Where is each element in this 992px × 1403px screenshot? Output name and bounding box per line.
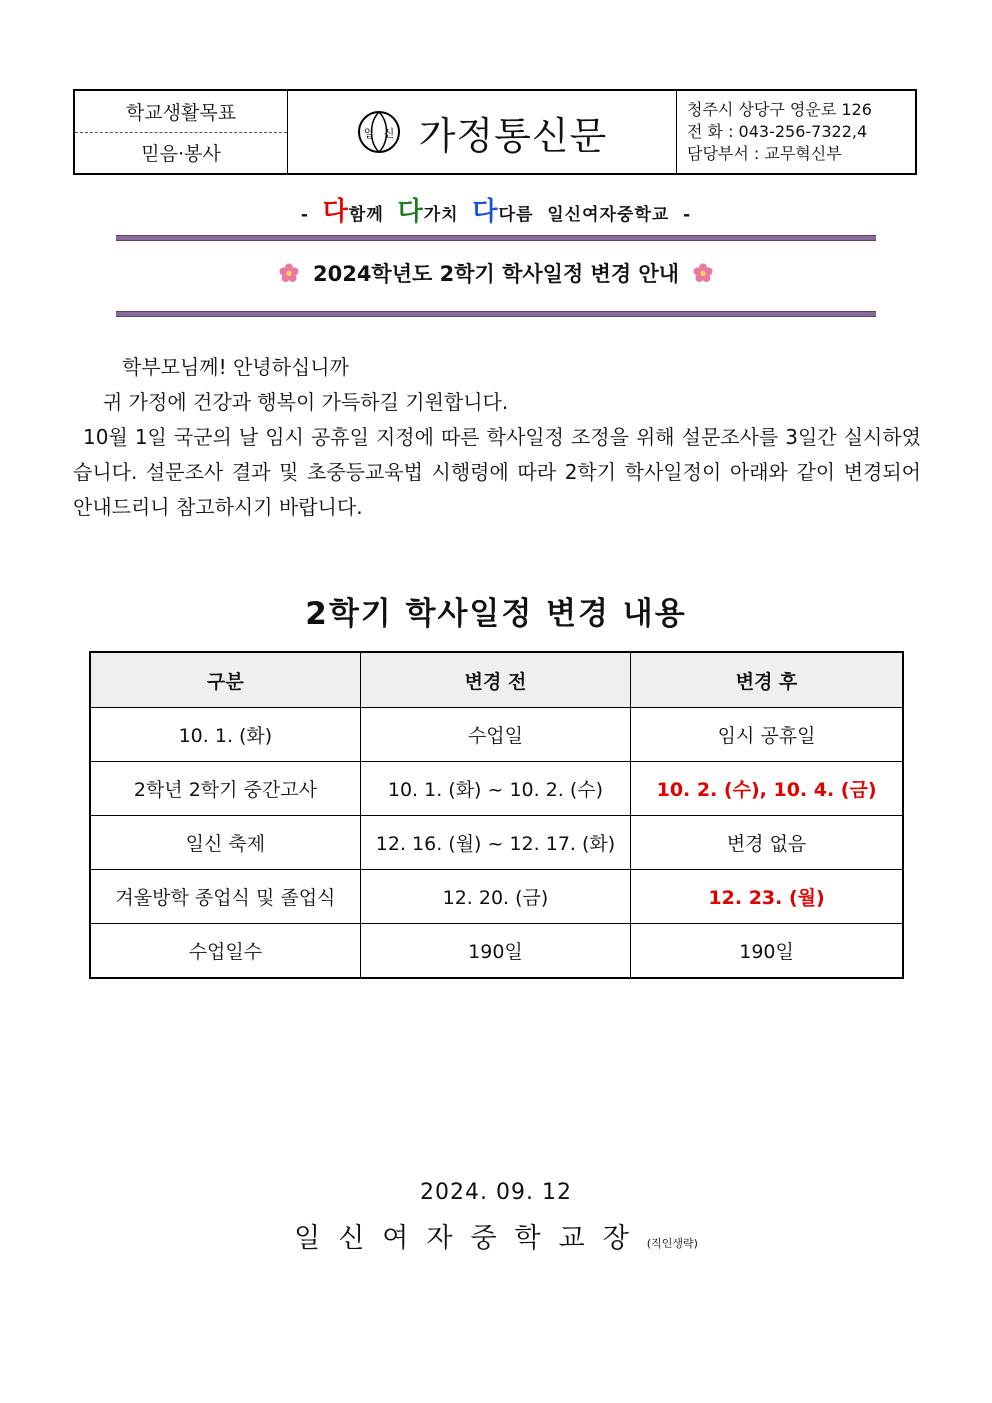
school-logo-icon	[357, 110, 401, 154]
table-row	[90, 708, 903, 762]
motto-dash-right: -	[683, 205, 692, 225]
logo-char-2: 신	[383, 127, 395, 140]
cell-after: 변경 없음	[631, 816, 903, 870]
flower-icon	[279, 263, 299, 283]
table-header-row	[90, 652, 903, 708]
address: 청주시 상당구 영운로 126	[687, 100, 872, 119]
cell-after: 임시 공휴일	[631, 708, 903, 762]
cell-before: 190일	[360, 924, 630, 979]
contact-info	[677, 91, 915, 173]
header-after: 변경 후	[631, 652, 903, 708]
issue-date: 2024. 09. 12	[420, 1180, 572, 1205]
signer-name: 일신여자중학교장	[294, 1223, 647, 1254]
table-row	[90, 762, 903, 816]
table-row	[90, 924, 903, 979]
newsletter-title: 가정통신문	[418, 113, 608, 158]
motto-school: 일신여자중학교	[547, 205, 670, 225]
newsletter-title-area	[288, 91, 677, 173]
greeting: 학부모님께! 안녕하십니까	[122, 355, 349, 379]
cell-category: 겨울방학 종업식 및 졸업식	[90, 870, 360, 924]
seal-note: (직인생략)	[646, 1237, 698, 1250]
cell-after-changed: 12. 23. (월)	[631, 870, 903, 924]
wish-text: 귀 가정에 건강과 행복이 가득하길 기원합니다.	[103, 390, 509, 414]
divider-top	[116, 235, 876, 241]
motto-part1-big: 다	[322, 197, 349, 227]
goal-label: 학교생활목표	[75, 91, 287, 133]
motto-part2-big: 다	[397, 197, 424, 227]
table-row	[90, 816, 903, 870]
logo-char-1: 일	[363, 127, 375, 140]
motto-part3-small: 다름	[498, 205, 534, 225]
cell-category: 수업일수	[90, 924, 360, 979]
cell-before: 수업일	[360, 708, 630, 762]
cell-before: 10. 1. (화) ~ 10. 2. (수)	[360, 762, 630, 816]
cell-category: 2학년 2학기 중간고사	[90, 762, 360, 816]
cell-before: 12. 16. (월) ~ 12. 17. (화)	[360, 816, 630, 870]
phone: 전 화 : 043-256-7322,4	[687, 122, 868, 141]
schedule-table	[89, 651, 904, 979]
section-title: 2학기 학사일정 변경 내용	[305, 596, 687, 632]
goal-value: 믿음·봉사	[141, 143, 221, 166]
notice-title-row	[0, 258, 992, 288]
flower-icon	[693, 263, 713, 283]
cell-category: 10. 1. (화)	[90, 708, 360, 762]
signature-line	[0, 1216, 992, 1255]
cell-category: 일신 축제	[90, 816, 360, 870]
school-goal	[75, 91, 288, 173]
header-box	[73, 89, 917, 175]
motto-part1-small: 함께	[348, 205, 384, 225]
cell-after: 190일	[631, 924, 903, 979]
cell-before: 12. 20. (금)	[360, 870, 630, 924]
motto-part3-big: 다	[472, 197, 499, 227]
motto-part2-small: 가치	[423, 205, 459, 225]
content-text: 10월 1일 국군의 날 임시 공휴일 지정에 따른 학사일정 조정을 위해 설문조사를 3일간 실시하였습니다. 설문조사 결과 및 초중등교육법 시행령에 따라 2학기 학사일정이 아래와 같이 변경되어 안내드리니 참고하시기 바랍니다.	[73, 425, 921, 519]
header-before: 변경 전	[360, 652, 630, 708]
department: 담당부서 : 교무혁신부	[687, 144, 842, 163]
header-category: 구분	[90, 652, 360, 708]
notice-title: 2024학년도 2학기 학사일정 변경 안내	[312, 262, 680, 286]
cell-after-changed: 10. 2. (수), 10. 4. (금)	[631, 762, 903, 816]
school-motto	[0, 191, 992, 228]
motto-dash-left: -	[300, 205, 309, 225]
table-row	[90, 870, 903, 924]
divider-bottom	[116, 311, 876, 317]
